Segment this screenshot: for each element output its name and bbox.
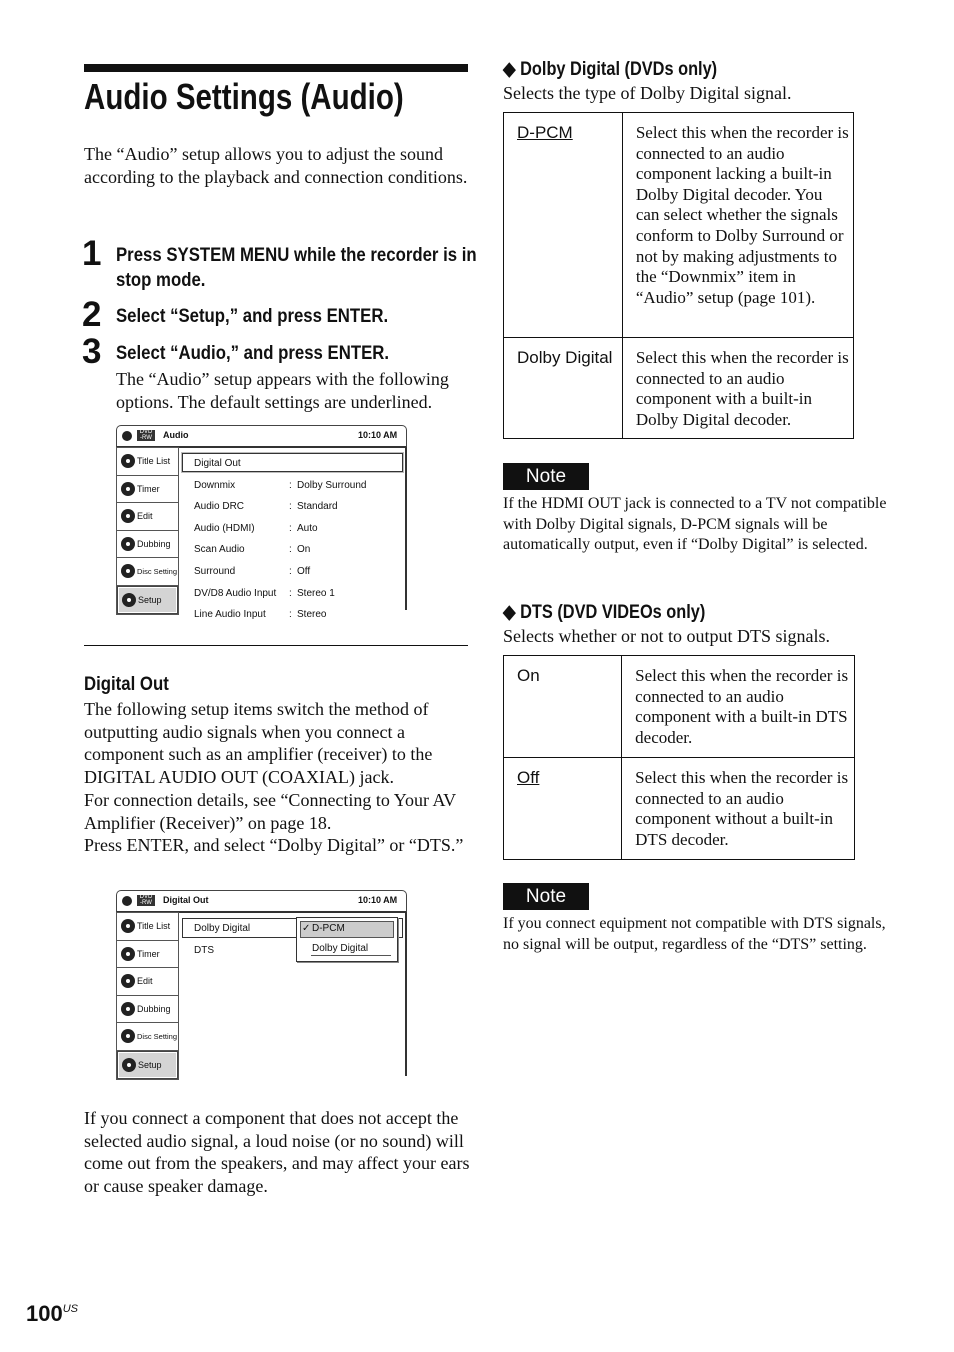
- sidebar-item-title-list[interactable]: [117, 448, 178, 476]
- dvd-rw-badge: [137, 430, 155, 441]
- sidebar-item-label: Setup: [138, 1059, 162, 1070]
- sidebar-item-label: Disc Setting: [137, 566, 178, 576]
- sidebar-menu: [116, 912, 179, 1080]
- check-icon: ✓: [302, 923, 311, 934]
- screen-right-edge: [405, 447, 407, 610]
- edit-icon: [121, 974, 135, 988]
- menu-label: Scan Audio: [194, 544, 245, 555]
- sidebar-item-setup[interactable]: [117, 1051, 178, 1080]
- dolby-heading-text: Dolby Digital (DVDs only): [520, 59, 718, 80]
- title-list-icon: [121, 919, 135, 933]
- menu-label: Audio (HDMI): [194, 523, 255, 534]
- sidebar-item-label: Dubbing: [137, 1003, 171, 1014]
- note-label: Note: [503, 463, 589, 490]
- table-row: [504, 656, 855, 758]
- sidebar-item-label: Disc Setting: [137, 1031, 178, 1041]
- sidebar-item-label: Title List: [137, 456, 171, 467]
- screen-header-title: Digital Out: [163, 895, 209, 905]
- screen-clock: 10:10 AM: [358, 895, 398, 905]
- digital-out-heading: Digital Out: [84, 673, 169, 695]
- option-popup: [296, 917, 398, 962]
- diamond-bullet-icon: ◆: [503, 602, 516, 623]
- menu-item-dolby-digital: Dolby Digital: [194, 923, 251, 934]
- badge-top: DVD: [139, 894, 153, 900]
- sidebar-item-timer[interactable]: [117, 941, 178, 969]
- popup-option-dolby-digital[interactable]: Dolby Digital: [312, 943, 369, 954]
- edit-icon: [121, 509, 135, 523]
- table-row: [504, 338, 854, 439]
- section-divider: [84, 645, 468, 646]
- disc-setting-icon: [121, 1029, 135, 1043]
- menu-sep: :: [289, 609, 292, 620]
- sidebar-item-label: Setup: [138, 594, 162, 605]
- dolby-heading: [503, 58, 717, 82]
- setup-icon: [122, 593, 136, 607]
- dubbing-icon: [121, 537, 135, 551]
- step-2-number: 2: [82, 295, 102, 334]
- step-3-text: Select “Audio,” and press ENTER.: [116, 342, 390, 364]
- option-desc: Select this when the recorder is connected to an audio component lacking a built-in Dolby Digital decoder. You can select whether the signals conform to Dolby Surround or not by making adjustments to the “Downmix” item in “Audio” setup (page 101).: [622, 113, 853, 338]
- menu-sep: :: [289, 501, 292, 512]
- audio-setup-screen: [116, 425, 407, 621]
- menu-sep: :: [289, 566, 292, 577]
- option-key: [504, 113, 623, 338]
- digital-out-p1: The following setup items switch the method of outputting audio signals when you connect a component such as an amplifier (receiver) to the DIGITAL AUDIO OUT (COAXIAL) jack.: [84, 699, 433, 787]
- menu-sep: :: [289, 544, 292, 555]
- dts-heading-text: DTS (DVD VIDEOs only): [520, 602, 706, 623]
- option-desc: Select this when the recorder is connected to an audio component with a built-in Dolby Digital decoder.: [622, 338, 853, 439]
- menu-value: Stereo 1: [297, 588, 335, 599]
- digital-out-p2: For connection details, see “Connecting to Your AV Amplifier (Receiver)” on page 18.: [84, 790, 456, 833]
- badge-top: DVD: [139, 429, 153, 435]
- sidebar-item-label: Timer: [137, 948, 160, 959]
- sidebar-item-disc-setting[interactable]: [117, 558, 178, 586]
- setup-icon: [122, 1058, 136, 1072]
- step-1-text: Press SYSTEM MENU while the recorder is in stop mode.: [116, 244, 477, 291]
- sidebar-item-dubbing[interactable]: [117, 531, 178, 559]
- page-number-value: 100: [26, 1301, 63, 1326]
- sidebar-item-setup[interactable]: [117, 586, 178, 615]
- note-label: Note: [503, 883, 589, 910]
- option-key: [504, 758, 622, 860]
- menu-sep: :: [289, 523, 292, 534]
- timer-icon: [121, 482, 135, 496]
- page-number: [26, 1301, 78, 1327]
- menu-item-digital-out: Digital Out: [194, 458, 241, 469]
- step-1-number: 1: [82, 234, 102, 273]
- screen-right-edge: [405, 912, 407, 1076]
- sidebar-item-label: Title List: [137, 921, 171, 932]
- page-suffix: US: [62, 1303, 78, 1315]
- dts-note-text: If you connect equipment not compatible with DTS signals, no signal will be output, regardless of the “DTS” setting.: [503, 915, 886, 953]
- dubbing-icon: [121, 1002, 135, 1016]
- sidebar-item-dubbing[interactable]: [117, 996, 178, 1024]
- menu-value: Stereo: [297, 609, 327, 620]
- menu-value: Off: [297, 566, 311, 577]
- sidebar-item-edit[interactable]: [117, 968, 178, 996]
- sidebar-item-edit[interactable]: [117, 503, 178, 531]
- menu-value: On: [297, 544, 311, 555]
- table-row: [504, 113, 854, 338]
- dts-desc: Selects whether or not to output DTS signals.: [503, 626, 830, 646]
- menu-label: Audio DRC: [194, 501, 245, 512]
- sidebar-item-disc-setting[interactable]: [117, 1023, 178, 1051]
- menu-sep: :: [289, 480, 292, 491]
- default-option-off: Off: [517, 768, 540, 787]
- popup-option-label: D-PCM: [312, 923, 345, 934]
- sidebar-menu: [116, 447, 179, 615]
- menu-label: Surround: [194, 566, 236, 577]
- menu-item-dts: DTS: [194, 945, 214, 956]
- menu-sep: :: [289, 588, 292, 599]
- sidebar-item-timer[interactable]: [117, 476, 178, 504]
- timer-icon: [121, 947, 135, 961]
- menu-label: Line Audio Input: [194, 609, 266, 620]
- badge-bottom: -RW: [140, 434, 152, 441]
- sidebar-item-label: Edit: [137, 511, 153, 522]
- sidebar-item-title-list[interactable]: [117, 913, 178, 941]
- menu-value: Standard: [297, 501, 338, 512]
- option-desc: Select this when the recorder is connected to an audio component with a built-in DTS decoder.: [622, 656, 855, 758]
- warning-text: If you connect a component that does not accept the selected audio signal, a loud noise (or no sound) will come out from the speakers, and may affect your ears or cause speaker damage.: [84, 1108, 470, 1196]
- dolby-note-text: If the HDMI OUT jack is connected to a TV not compatible with Dolby Digital signals, D-PCM signals will be automatically output, even if “Dolby Digital” is selected.: [503, 495, 887, 554]
- table-row: [504, 758, 855, 860]
- screen-header-title: Audio: [163, 430, 189, 440]
- sidebar-item-label: Timer: [137, 483, 160, 494]
- intro-text: The “Audio” setup allows you to adjust the sound according to the playback and connection conditions.: [84, 144, 468, 187]
- digital-out-p3: Press ENTER, and select “Dolby Digital” or “DTS.”: [84, 835, 464, 855]
- sidebar-item-label: Edit: [137, 976, 153, 987]
- page-title: Audio Settings (Audio): [84, 76, 404, 117]
- dolby-options-table: [503, 112, 854, 439]
- disc-setting-icon: [121, 564, 135, 578]
- digital-out-screen: [116, 890, 407, 1078]
- step-3-detail: The “Audio” setup appears with the following options. The default settings are underlined.: [116, 369, 449, 412]
- menu-label: Downmix: [194, 480, 236, 491]
- diamond-bullet-icon: ◆: [503, 59, 516, 80]
- disc-icon: [122, 431, 132, 441]
- default-option-d-pcm: D-PCM: [517, 123, 573, 142]
- dvd-rw-badge: [137, 895, 155, 906]
- option-key: Dolby Digital: [504, 338, 623, 439]
- title-rule: [84, 64, 468, 72]
- title-list-icon: [121, 454, 135, 468]
- menu-label: DV/D8 Audio Input: [194, 588, 277, 599]
- step-3-number: 3: [82, 332, 102, 371]
- dolby-desc: Selects the type of Dolby Digital signal.: [503, 83, 792, 103]
- dts-heading: [503, 601, 705, 625]
- disc-icon: [122, 896, 132, 906]
- screen-clock: 10:10 AM: [358, 430, 398, 440]
- sidebar-item-label: Dubbing: [137, 538, 171, 549]
- option-desc: Select this when the recorder is connected to an audio component without a built-in DTS decoder.: [622, 758, 855, 860]
- dts-options-table: [503, 655, 855, 860]
- option-key: On: [504, 656, 622, 758]
- badge-bottom: -RW: [140, 899, 152, 906]
- step-2-text: Select “Setup,” and press ENTER.: [116, 305, 389, 327]
- menu-value: Dolby Surround: [297, 480, 367, 491]
- popup-underline: [311, 955, 391, 956]
- menu-value: Auto: [297, 523, 318, 534]
